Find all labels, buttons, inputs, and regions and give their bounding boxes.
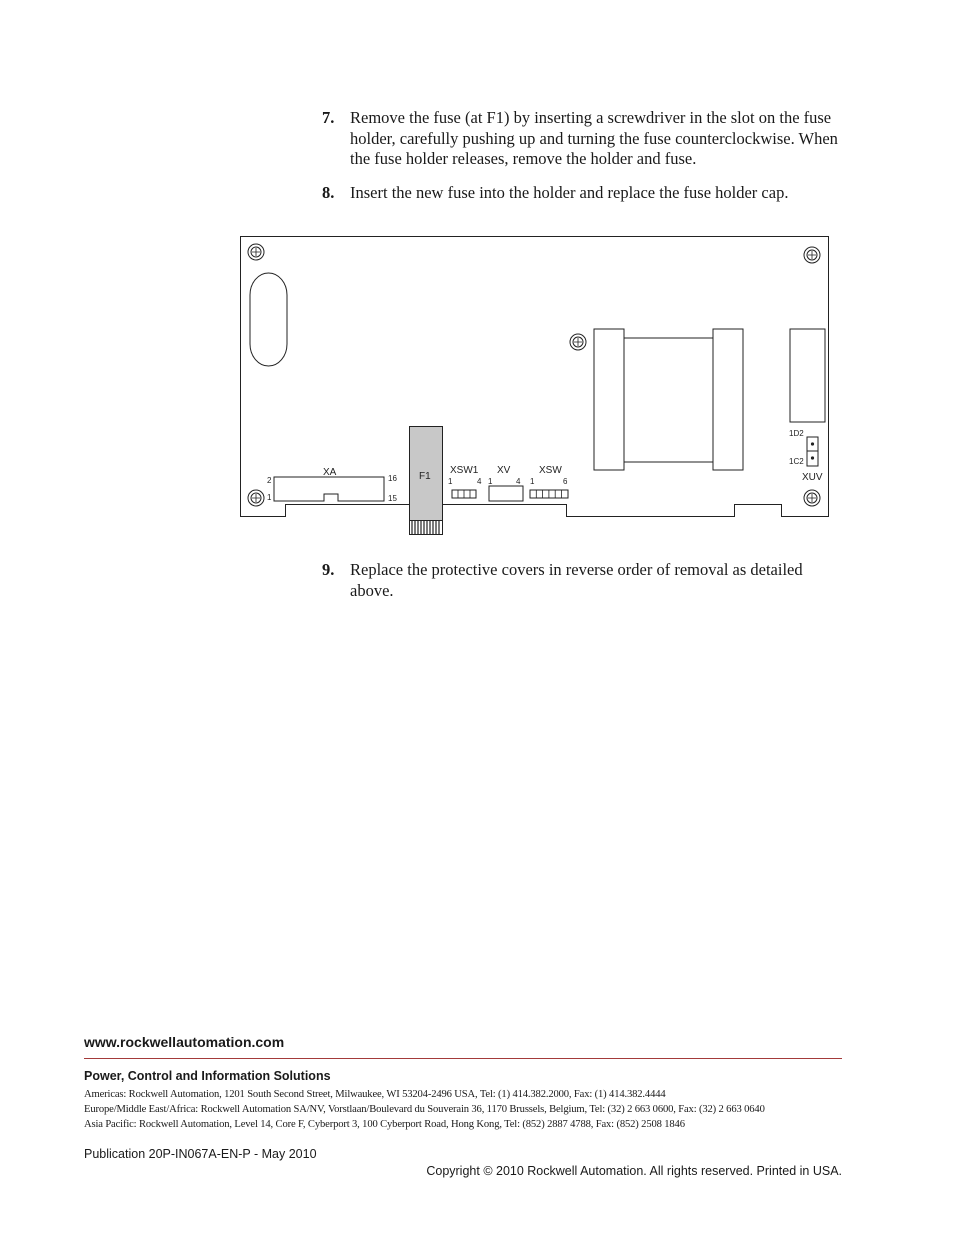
screw-hole-icon <box>804 490 820 506</box>
step-text: Replace the protective covers in reverse order of removal as detailed above. <box>350 560 803 600</box>
xv-connector <box>489 486 523 501</box>
c2-label: 1C2 <box>789 457 804 466</box>
address-emea: Europe/Middle East/Africa: Rockwell Automation SA/NV, Vorstlaan/Boulevard du Souverain 36, 1170 Brussels, Belgium, Tel: (32) 2 663 0600, Fax: (32) 2 663 0640 <box>84 1104 765 1115</box>
xv-pin-label: 1 <box>488 477 493 486</box>
transformer-right-bar <box>713 329 743 470</box>
xsw1-pin-label: 1 <box>448 477 453 486</box>
d2-label: 1D2 <box>789 429 804 438</box>
transformer-core <box>624 338 713 462</box>
xa-connector <box>274 477 384 501</box>
xa-pin-label: 1 <box>267 493 272 502</box>
xa-pin-label: 16 <box>388 474 397 483</box>
step-number: 7. <box>322 108 335 127</box>
xa-label: XA <box>323 467 337 478</box>
xa-pin-label: 15 <box>388 494 397 503</box>
xv-label: XV <box>497 465 511 476</box>
address-americas: Americas: Rockwell Automation, 1201 South Second Street, Milwaukee, WI 53204-2496 USA, Tel: (1) 414.382.2000, Fax: (1) 414.382.4444 <box>84 1089 666 1100</box>
screw-hole-icon <box>570 334 586 350</box>
screw-hole-icon <box>248 244 264 260</box>
xsw-pin-label: 6 <box>563 477 568 486</box>
xsw-pin-label: 1 <box>530 477 535 486</box>
xv-pin-label: 4 <box>516 477 521 486</box>
screw-hole-icon <box>804 247 820 263</box>
f1-label: F1 <box>419 471 431 482</box>
circuit-board-diagram <box>238 234 832 538</box>
xsw1-pin-label: 4 <box>477 477 482 486</box>
xa-pin-label: 2 <box>267 476 272 485</box>
address-asia-pacific: Asia Pacific: Rockwell Automation, Level 14, Core F, Cyberport 3, 100 Cyberport Road, Hong Kong, Tel: (852) 2887 4788, Fax: (852) 2508 1846 <box>84 1119 685 1130</box>
publication-number: Publication 20P-IN067A-EN-P - May 2010 <box>84 1147 317 1161</box>
step-8 <box>322 183 852 205</box>
copyright-notice: Copyright © 2010 Rockwell Automation. All rights reserved. Printed in USA. <box>426 1164 842 1178</box>
step-9 <box>322 560 852 604</box>
transformer-left-bar <box>594 329 624 470</box>
step-text: Insert the new fuse into the holder and replace the fuse holder cap. <box>350 183 789 202</box>
oval-slot <box>250 273 287 366</box>
step-number: 8. <box>322 183 335 202</box>
screw-hole-icon <box>248 490 264 506</box>
xsw-label: XSW <box>539 465 562 476</box>
step-text: Remove the fuse (at F1) by inserting a screwdriver in the slot on the fuse holder, carefully pushing up and turning the fuse counterclockwise. When the fuse holder releases, remove the holder and fuse. <box>350 108 838 168</box>
website-link[interactable]: www.rockwellautomation.com <box>84 1034 285 1050</box>
footer-heading: Power, Control and Information Solutions <box>84 1069 331 1083</box>
right-component <box>790 329 825 422</box>
xsw1-label: XSW1 <box>450 465 479 476</box>
step-7 <box>322 108 852 172</box>
step-number: 9. <box>322 560 335 579</box>
xuv-label: XUV <box>802 472 823 483</box>
footer-divider <box>84 1058 842 1059</box>
